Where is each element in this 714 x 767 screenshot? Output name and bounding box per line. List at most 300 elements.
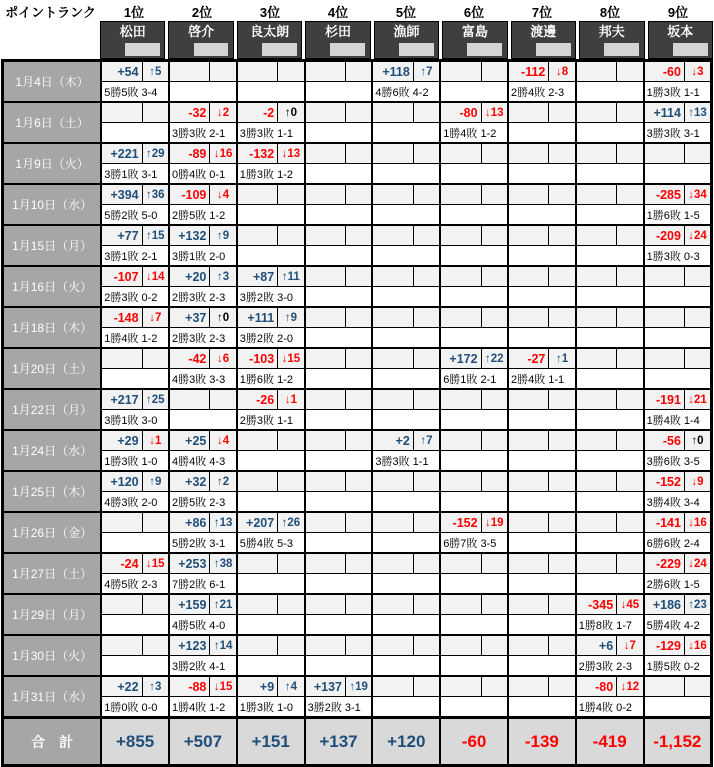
rank-change-cell	[617, 266, 644, 287]
points-cell	[372, 307, 413, 328]
date-row-record	[3, 164, 712, 185]
date-row-points	[3, 635, 712, 656]
record-cell	[644, 369, 712, 390]
rank-change-cell	[278, 225, 305, 246]
date-row-record	[3, 369, 712, 390]
points-cell	[508, 553, 549, 574]
rank-change-cell	[549, 676, 576, 697]
rank-change-cell	[413, 225, 440, 246]
rank-change-cell	[617, 184, 644, 205]
rank-change-cell: ↓21	[684, 389, 711, 410]
rank-change-cell	[684, 266, 711, 287]
rank-change-cell	[345, 266, 372, 287]
points-cell	[576, 471, 617, 492]
record-cell	[576, 328, 644, 349]
rank-change-cell	[617, 430, 644, 451]
player-column-header	[648, 21, 713, 59]
record-cell: 1勝6敗 1-2	[237, 369, 305, 390]
date-cell: 1月24日（水）	[3, 430, 102, 471]
points-cell: -112	[508, 61, 549, 82]
rank-change-cell: ↓45	[617, 594, 644, 615]
rank-change-cell	[617, 102, 644, 123]
points-cell	[440, 471, 481, 492]
record-cell	[101, 656, 169, 677]
rank-label: 9位	[667, 4, 689, 20]
points-cell: +172	[440, 348, 481, 369]
record-cell	[101, 123, 169, 144]
record-cell: 3勝6敗 3-5	[644, 451, 712, 472]
record-cell: 1勝3敗 0-3	[644, 246, 712, 267]
record-cell	[440, 492, 508, 513]
date-row-record	[3, 205, 712, 226]
record-cell	[101, 615, 169, 636]
points-cell: -88	[169, 676, 210, 697]
rank-change-cell: ↓7	[617, 635, 644, 656]
points-cell	[305, 184, 346, 205]
rank-change-cell: ↑3	[142, 676, 169, 697]
points-cell: +77	[101, 225, 142, 246]
points-cell: -27	[508, 348, 549, 369]
date-row-record	[3, 123, 712, 144]
rank-change-cell: ↓1	[278, 389, 305, 410]
points-cell	[440, 307, 481, 328]
rank-change-cell: ↓4	[210, 430, 237, 451]
points-cell: -26	[237, 389, 278, 410]
date-row-points	[3, 348, 712, 369]
points-cell	[576, 430, 617, 451]
rank-change-cell	[345, 553, 372, 574]
record-cell	[372, 656, 440, 677]
rank-change-cell	[481, 635, 508, 656]
record-cell: 4勝5敗 4-0	[169, 615, 237, 636]
record-cell: 3勝2敗 4-1	[169, 656, 237, 677]
record-cell	[305, 574, 373, 595]
rank-change-cell	[617, 512, 644, 533]
points-cell: -229	[644, 553, 685, 574]
rank-change-cell	[549, 266, 576, 287]
player-name: 富島	[461, 24, 488, 39]
points-cell: +32	[169, 471, 210, 492]
date-row-points	[3, 594, 712, 615]
record-cell	[440, 574, 508, 595]
record-cell: 2勝6敗 1-5	[644, 574, 712, 595]
record-cell	[372, 697, 440, 718]
rank-change-cell: ↓4	[210, 184, 237, 205]
rank-change-cell: ↓14	[142, 266, 169, 287]
header-mini-row	[512, 42, 575, 58]
record-cell	[305, 82, 373, 103]
date-cell: 1月29日（月）	[3, 594, 102, 635]
points-cell	[305, 389, 346, 410]
player-name: 渡邊	[530, 24, 557, 39]
rank-label: 8位	[599, 4, 621, 20]
rank-change-cell: ↓15	[278, 348, 305, 369]
record-cell	[440, 615, 508, 636]
rank-change-cell: ↓2	[210, 102, 237, 123]
rank-change-cell	[481, 184, 508, 205]
rank-change-cell	[345, 348, 372, 369]
date-row-record	[3, 451, 712, 472]
points-cell: +123	[169, 635, 210, 656]
points-cell	[305, 594, 346, 615]
rank-change-cell	[481, 676, 508, 697]
record-cell	[372, 287, 440, 308]
record-cell	[644, 697, 712, 718]
record-cell: 2勝3敗 2-3	[576, 656, 644, 677]
rank-change-cell: ↑36	[142, 184, 169, 205]
rank-change-cell: ↑9	[142, 471, 169, 492]
record-cell	[508, 656, 576, 677]
points-cell	[576, 184, 617, 205]
rank-change-cell: ↓13	[481, 102, 508, 123]
points-cell: -209	[644, 225, 685, 246]
points-cell	[372, 676, 413, 697]
points-cell: -32	[169, 102, 210, 123]
record-cell	[101, 369, 169, 390]
rank-change-cell	[549, 389, 576, 410]
record-cell: 4勝3敗 3-3	[169, 369, 237, 390]
points-cell	[305, 266, 346, 287]
record-cell: 6勝1敗 2-1	[440, 369, 508, 390]
player-column-header	[100, 21, 165, 59]
points-cell: +253	[169, 553, 210, 574]
record-cell	[440, 410, 508, 431]
record-cell	[305, 533, 373, 554]
player-name: 松田	[119, 24, 146, 39]
date-cell: 1月31日（水）	[3, 676, 102, 718]
header-indicator-block	[194, 43, 229, 56]
rank-change-cell: ↓12	[617, 676, 644, 697]
date-cell: 1月26日（金）	[3, 512, 102, 553]
points-cell: +132	[169, 225, 210, 246]
record-cell	[440, 328, 508, 349]
record-cell: 2勝3敗 2-3	[169, 328, 237, 349]
points-cell	[576, 225, 617, 246]
points-cell: +137	[305, 676, 346, 697]
points-cell: -109	[169, 184, 210, 205]
date-row-record	[3, 410, 712, 431]
rank-change-cell	[549, 553, 576, 574]
points-cell: +120	[101, 471, 142, 492]
points-cell	[305, 512, 346, 533]
record-cell: 6勝6敗 2-4	[644, 533, 712, 554]
points-cell	[508, 512, 549, 533]
record-cell: 1勝3敗 1-1	[644, 82, 712, 103]
rank-change-cell: ↓24	[684, 553, 711, 574]
rank-change-cell: ↑21	[210, 594, 237, 615]
date-row-record	[3, 492, 712, 513]
points-cell: +25	[169, 430, 210, 451]
player-column-header	[579, 21, 644, 59]
points-cell	[508, 676, 549, 697]
rank-change-cell: ↓19	[481, 512, 508, 533]
points-cell	[101, 512, 142, 533]
date-row-points	[3, 389, 712, 410]
record-cell: 5勝4敗 4-2	[644, 615, 712, 636]
points-cell: +159	[169, 594, 210, 615]
points-cell: -24	[101, 553, 142, 574]
record-cell	[372, 246, 440, 267]
record-cell	[237, 246, 305, 267]
header-indicator-block	[604, 43, 639, 56]
total-row	[3, 718, 712, 766]
points-cell	[440, 635, 481, 656]
record-cell	[440, 82, 508, 103]
points-cell: -42	[169, 348, 210, 369]
points-cell	[644, 676, 685, 697]
total-value-cell: -139	[508, 718, 576, 766]
points-cell	[508, 389, 549, 410]
total-label: 合 計	[3, 718, 102, 766]
record-cell	[508, 205, 576, 226]
points-cell	[237, 553, 278, 574]
header-mini-row	[375, 42, 438, 58]
points-cell	[440, 184, 481, 205]
record-cell	[576, 246, 644, 267]
record-cell: 1勝4敗 1-2	[169, 697, 237, 718]
points-cell	[508, 102, 549, 123]
points-cell	[372, 184, 413, 205]
rank-change-cell	[549, 102, 576, 123]
points-cell: -132	[237, 143, 278, 164]
record-cell	[576, 123, 644, 144]
rank-change-cell	[345, 471, 372, 492]
record-cell	[508, 574, 576, 595]
record-cell	[169, 410, 237, 431]
rank-change-cell: ↓16	[210, 143, 237, 164]
rank-change-cell	[413, 184, 440, 205]
rank-change-cell	[413, 635, 440, 656]
rank-change-cell	[142, 594, 169, 615]
record-cell: 2勝3敗 1-1	[237, 410, 305, 431]
record-cell	[372, 164, 440, 185]
rank-change-cell	[413, 389, 440, 410]
player-name: 邦夫	[598, 24, 625, 39]
points-cell: -152	[440, 512, 481, 533]
rank-change-cell: ↑29	[142, 143, 169, 164]
points-cell	[305, 635, 346, 656]
record-cell: 6勝7敗 3-5	[440, 533, 508, 554]
points-cell	[508, 184, 549, 205]
rank-change-cell: ↑4	[278, 676, 305, 697]
rank-change-cell: ↑38	[210, 553, 237, 574]
rank-header-row	[1, 1, 713, 21]
points-cell	[237, 635, 278, 656]
rank-change-cell: ↑0	[684, 430, 711, 451]
record-cell	[237, 615, 305, 636]
rank-change-cell: ↓24	[684, 225, 711, 246]
points-cell	[508, 143, 549, 164]
rank-change-cell	[278, 61, 305, 82]
record-cell	[305, 656, 373, 677]
rank-change-cell	[413, 512, 440, 533]
record-cell	[508, 164, 576, 185]
points-cell: +2	[372, 430, 413, 451]
record-cell	[440, 287, 508, 308]
rank-change-cell	[549, 512, 576, 533]
rank-change-cell: ↑0	[278, 102, 305, 123]
rank-change-cell	[617, 348, 644, 369]
points-cell	[101, 348, 142, 369]
record-cell	[372, 369, 440, 390]
record-cell	[372, 123, 440, 144]
record-cell: 5勝2敗 5-0	[101, 205, 169, 226]
points-cell	[440, 225, 481, 246]
rank-change-cell: ↑15	[142, 225, 169, 246]
points-cell	[169, 389, 210, 410]
points-cell	[372, 225, 413, 246]
record-cell	[508, 328, 576, 349]
player-column-header	[237, 21, 302, 59]
date-cell: 1月22日（月）	[3, 389, 102, 430]
record-cell: 1勝6敗 1-5	[644, 205, 712, 226]
record-cell	[508, 451, 576, 472]
record-cell: 2勝4敗 1-1	[508, 369, 576, 390]
rank-change-cell	[278, 430, 305, 451]
date-row-points	[3, 266, 712, 287]
rank-change-cell: ↓1	[142, 430, 169, 451]
date-row-points	[3, 143, 712, 164]
rank-change-cell: ↑14	[210, 635, 237, 656]
rank-change-cell	[142, 635, 169, 656]
rank-change-cell: ↑1	[549, 348, 576, 369]
record-cell	[305, 164, 373, 185]
record-cell	[508, 697, 576, 718]
points-cell	[576, 102, 617, 123]
points-cell: -152	[644, 471, 685, 492]
rank-change-cell	[345, 307, 372, 328]
header-indicator-block	[262, 43, 297, 56]
record-cell	[372, 492, 440, 513]
record-cell	[237, 451, 305, 472]
points-cell	[237, 430, 278, 451]
date-row-points	[3, 102, 712, 123]
points-cell	[440, 266, 481, 287]
points-cell: +118	[372, 61, 413, 82]
rank-change-cell	[481, 143, 508, 164]
date-cell: 1月6日（土）	[3, 102, 102, 143]
points-cell	[440, 594, 481, 615]
record-cell: 5勝5敗 3-4	[101, 82, 169, 103]
points-cell	[372, 471, 413, 492]
record-cell	[508, 287, 576, 308]
record-cell: 3勝2敗 3-1	[305, 697, 373, 718]
points-cell	[576, 512, 617, 533]
header-indicator-block	[536, 43, 571, 56]
points-cell	[508, 430, 549, 451]
points-cell	[576, 307, 617, 328]
header-indicator-block	[399, 43, 434, 56]
points-cell	[305, 553, 346, 574]
header-indicator-block	[330, 43, 365, 56]
rank-label: 2位	[191, 4, 213, 20]
points-cell	[237, 471, 278, 492]
record-cell	[305, 451, 373, 472]
record-cell: 1勝3敗 1-0	[237, 697, 305, 718]
points-cell	[508, 471, 549, 492]
date-row-record	[3, 82, 712, 103]
rank-change-cell	[142, 512, 169, 533]
date-cell: 1月20日（土）	[3, 348, 102, 389]
rank-change-cell	[142, 102, 169, 123]
record-cell	[237, 82, 305, 103]
rank-change-cell: ↑26	[278, 512, 305, 533]
record-cell	[508, 410, 576, 431]
points-cell: +86	[169, 512, 210, 533]
points-cell	[372, 635, 413, 656]
rank-change-cell	[413, 471, 440, 492]
rank-change-cell	[549, 430, 576, 451]
record-cell: 3勝1敗 3-0	[101, 410, 169, 431]
rank-change-cell: ↑13	[684, 102, 711, 123]
points-cell: -80	[440, 102, 481, 123]
points-cell	[372, 553, 413, 574]
rank-change-cell: ↑2	[210, 471, 237, 492]
record-cell	[305, 410, 373, 431]
record-cell	[644, 328, 712, 349]
date-row-record	[3, 246, 712, 267]
header-mini-row	[306, 42, 369, 58]
points-cell: -107	[101, 266, 142, 287]
rank-label: 5位	[395, 4, 417, 20]
player-column-header	[511, 21, 576, 59]
rank-change-cell: ↑22	[481, 348, 508, 369]
rank-change-cell	[413, 594, 440, 615]
record-cell: 4勝3敗 2-0	[101, 492, 169, 513]
date-cell: 1月16日（火）	[3, 266, 102, 307]
date-cell: 1月10日（水）	[3, 184, 102, 225]
points-cell	[576, 553, 617, 574]
record-cell	[305, 246, 373, 267]
points-cell	[644, 307, 685, 328]
points-cell: -2	[237, 102, 278, 123]
points-cell: +221	[101, 143, 142, 164]
points-cell	[372, 102, 413, 123]
record-cell: 2勝5敗 2-3	[169, 492, 237, 513]
record-cell	[237, 656, 305, 677]
sheet-title: ポイントランク	[5, 4, 96, 20]
rank-change-cell: ↑19	[345, 676, 372, 697]
points-cell	[305, 102, 346, 123]
rank-change-cell	[684, 307, 711, 328]
rank-change-cell	[549, 143, 576, 164]
rank-change-cell	[278, 184, 305, 205]
points-cell	[237, 594, 278, 615]
rank-change-cell	[617, 471, 644, 492]
rank-change-cell	[481, 225, 508, 246]
points-cell: -103	[237, 348, 278, 369]
rank-change-cell	[481, 61, 508, 82]
record-cell: 1勝4敗 1-2	[440, 123, 508, 144]
record-cell: 3勝3敗 3-1	[644, 123, 712, 144]
rank-change-cell	[481, 471, 508, 492]
points-cell: +217	[101, 389, 142, 410]
date-row-points	[3, 307, 712, 328]
rank-change-cell	[684, 143, 711, 164]
record-cell	[305, 287, 373, 308]
rank-labels	[100, 2, 712, 21]
header-indicator-block	[673, 43, 708, 56]
points-cell: +22	[101, 676, 142, 697]
record-cell: 3勝3敗 2-1	[169, 123, 237, 144]
rank-change-cell	[549, 225, 576, 246]
record-cell	[508, 123, 576, 144]
points-cell: -60	[644, 61, 685, 82]
record-cell	[305, 369, 373, 390]
points-cell: -148	[101, 307, 142, 328]
points-cell	[576, 143, 617, 164]
record-cell: 3勝2敗 3-0	[237, 287, 305, 308]
